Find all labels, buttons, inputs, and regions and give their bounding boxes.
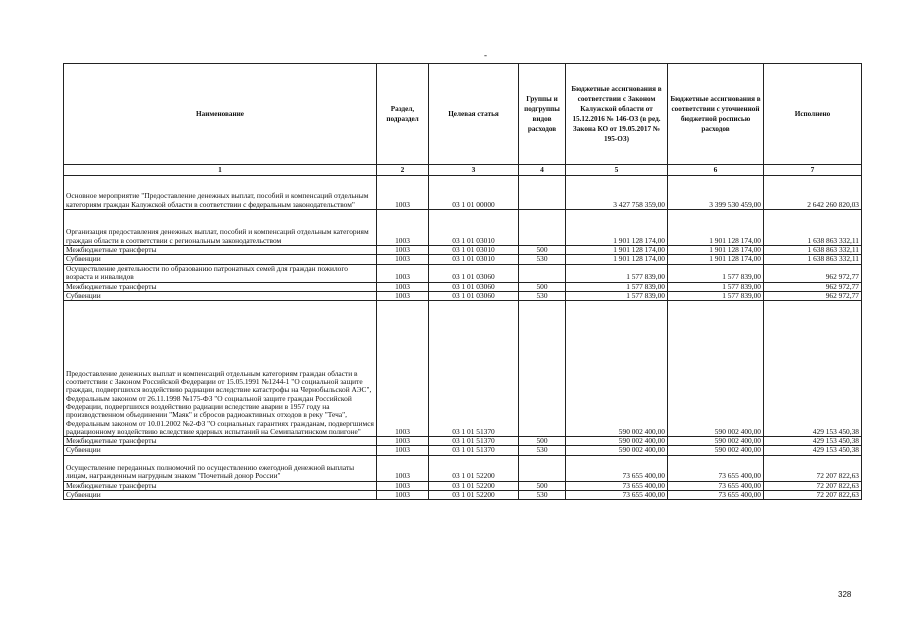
row-law-amount: 590 002 400,00 xyxy=(566,301,668,437)
row-executed-amount: 429 153 450,38 xyxy=(764,437,862,446)
row-refined-amount: 1 901 128 174,00 xyxy=(668,255,764,264)
row-name: Субвенции xyxy=(64,291,377,300)
row-name: Осуществление переданных полномочий по осуществлению ежегодной денежной выплаты лицам, награжденным нагрудным знаком "Почетный донор России" xyxy=(64,455,377,481)
page-number: 328 xyxy=(838,590,852,599)
row-law-amount: 73 655 400,00 xyxy=(566,491,668,500)
row-refined-amount: 3 399 530 459,00 xyxy=(668,176,764,210)
row-executed-amount: 962 972,77 xyxy=(764,264,862,282)
table-row xyxy=(64,455,862,481)
row-executed-amount: 962 972,77 xyxy=(764,282,862,291)
row-target: 03 1 01 52200 xyxy=(429,491,519,500)
row-target: 03 1 01 03010 xyxy=(429,255,519,264)
row-name: Предоставление денежных выплат и компенсаций отдельным категориям граждан области в соответствии с Законом Российской Федерации от 15.05.1991 №1244-1 "О социальной защите граждан, подвергшихся воздействию радиации вследствие катастрофы на Чернобыльской АЭС", Федеральным законом от 26.11.1998 №175-ФЗ "О социальной защите граждан Российской Федерации, подвергшихся воздействию радиации вследствие аварии в 1957 году на производственном объединении "Маяк" и сбросов радиоактивных отходов в реку "Теча", Федеральным законом от 10.01.2002 №2-ФЗ "О социальных гарантиях гражданам, подвергшимся радиационному воздействию вследствие ядерных испытаний на Семипалатинском полигоне" xyxy=(64,301,377,437)
row-law-amount: 1 901 128 174,00 xyxy=(566,246,668,255)
row-group xyxy=(519,176,566,210)
row-section: 1003 xyxy=(377,437,429,446)
table-row xyxy=(64,301,862,437)
column-number: 3 xyxy=(429,165,519,176)
row-group xyxy=(519,210,566,246)
row-target: 03 1 01 52200 xyxy=(429,481,519,490)
row-target: 03 1 01 51370 xyxy=(429,301,519,437)
row-group xyxy=(519,455,566,481)
row-law-amount: 1 901 128 174,00 xyxy=(566,255,668,264)
row-section: 1003 xyxy=(377,446,429,455)
row-executed-amount: 2 642 260 820,03 xyxy=(764,176,862,210)
table-row xyxy=(64,255,862,264)
row-group: 530 xyxy=(519,291,566,300)
row-name: Межбюджетные трансферты xyxy=(64,437,377,446)
budget-table xyxy=(63,63,862,500)
row-executed-amount: 962 972,77 xyxy=(764,291,862,300)
row-executed-amount: 429 153 450,38 xyxy=(764,301,862,437)
row-group: 500 xyxy=(519,246,566,255)
row-target: 03 1 01 03010 xyxy=(429,246,519,255)
row-group: 500 xyxy=(519,481,566,490)
row-refined-amount: 1 577 839,00 xyxy=(668,291,764,300)
row-section: 1003 xyxy=(377,246,429,255)
column-number: 4 xyxy=(519,165,566,176)
row-executed-amount: 1 638 863 332,11 xyxy=(764,246,862,255)
row-name: Субвенции xyxy=(64,255,377,264)
row-law-amount: 1 901 128 174,00 xyxy=(566,210,668,246)
header-target: Целевая статья xyxy=(429,64,519,165)
row-target: 03 1 01 03060 xyxy=(429,282,519,291)
header-refined: Бюджетные ассигнования в соответствии с уточненной бюджетной росписью расходов xyxy=(668,64,764,165)
row-section: 1003 xyxy=(377,264,429,282)
column-number: 1 xyxy=(64,165,377,176)
header-executed: Исполнено xyxy=(764,64,862,165)
row-group: 530 xyxy=(519,446,566,455)
row-group: 500 xyxy=(519,282,566,291)
table-row xyxy=(64,491,862,500)
row-section: 1003 xyxy=(377,210,429,246)
row-refined-amount: 73 655 400,00 xyxy=(668,481,764,490)
row-name: Основное мероприятие "Предоставление денежных выплат, пособий и компенсаций отдельным категориям граждан Калужской области в соответствии с федеральным законодательством" xyxy=(64,176,377,210)
row-group: 530 xyxy=(519,491,566,500)
row-law-amount: 590 002 400,00 xyxy=(566,446,668,455)
row-law-amount: 1 577 839,00 xyxy=(566,264,668,282)
row-executed-amount: 1 638 863 332,11 xyxy=(764,210,862,246)
table-row xyxy=(64,176,862,210)
row-target: 03 1 01 03010 xyxy=(429,210,519,246)
row-executed-amount: 72 207 822,63 xyxy=(764,455,862,481)
row-law-amount: 3 427 758 359,00 xyxy=(566,176,668,210)
column-number: 6 xyxy=(668,165,764,176)
table-row xyxy=(64,282,862,291)
top-mark: - xyxy=(484,50,487,60)
row-refined-amount: 590 002 400,00 xyxy=(668,446,764,455)
row-law-amount: 1 577 839,00 xyxy=(566,282,668,291)
row-name: Организация предоставления денежных выплат, пособий и компенсаций отдельным категориям граждан области в соответствии с региональным законодательством xyxy=(64,210,377,246)
table-row xyxy=(64,291,862,300)
row-law-amount: 73 655 400,00 xyxy=(566,481,668,490)
row-executed-amount: 72 207 822,63 xyxy=(764,491,862,500)
row-target: 03 1 01 51370 xyxy=(429,446,519,455)
row-target: 03 1 01 03060 xyxy=(429,264,519,282)
row-refined-amount: 590 002 400,00 xyxy=(668,437,764,446)
header-section: Раздел, подраздел xyxy=(377,64,429,165)
row-name: Субвенции xyxy=(64,491,377,500)
row-refined-amount: 73 655 400,00 xyxy=(668,491,764,500)
row-section: 1003 xyxy=(377,255,429,264)
row-name: Межбюджетные трансферты xyxy=(64,282,377,291)
row-target: 03 1 01 03060 xyxy=(429,291,519,300)
row-group: 530 xyxy=(519,255,566,264)
table-row xyxy=(64,264,862,282)
header-law: Бюджетные ассигнования в соответствии с Законом Калужской области от 15.12.2016 № 146-ОЗ (в ред. Закона КО от 19.05.2017 № 195-ОЗ) xyxy=(566,64,668,165)
table-row xyxy=(64,210,862,246)
row-name: Межбюджетные трансферты xyxy=(64,246,377,255)
column-number: 5 xyxy=(566,165,668,176)
row-refined-amount: 1 577 839,00 xyxy=(668,264,764,282)
row-law-amount: 1 577 839,00 xyxy=(566,291,668,300)
row-group xyxy=(519,264,566,282)
row-refined-amount: 1 577 839,00 xyxy=(668,282,764,291)
table-row xyxy=(64,446,862,455)
row-name: Осуществление деятельности по образованию патронатных семей для граждан пожилого возраста и инвалидов xyxy=(64,264,377,282)
row-group: 500 xyxy=(519,437,566,446)
row-section: 1003 xyxy=(377,282,429,291)
header-name: Наименование xyxy=(64,64,377,165)
header-groups: Группы и подгруппы видов расходов xyxy=(519,64,566,165)
row-section: 1003 xyxy=(377,301,429,437)
row-group xyxy=(519,301,566,437)
column-number: 2 xyxy=(377,165,429,176)
row-refined-amount: 1 901 128 174,00 xyxy=(668,246,764,255)
row-refined-amount: 1 901 128 174,00 xyxy=(668,210,764,246)
row-section: 1003 xyxy=(377,291,429,300)
row-name: Субвенции xyxy=(64,446,377,455)
row-name: Межбюджетные трансферты xyxy=(64,481,377,490)
row-section: 1003 xyxy=(377,176,429,210)
row-target: 03 1 01 00000 xyxy=(429,176,519,210)
row-law-amount: 73 655 400,00 xyxy=(566,455,668,481)
row-executed-amount: 1 638 863 332,11 xyxy=(764,255,862,264)
row-law-amount: 590 002 400,00 xyxy=(566,437,668,446)
row-target: 03 1 01 52200 xyxy=(429,455,519,481)
row-executed-amount: 72 207 822,63 xyxy=(764,481,862,490)
row-refined-amount: 590 002 400,00 xyxy=(668,301,764,437)
row-executed-amount: 429 153 450,38 xyxy=(764,446,862,455)
column-number: 7 xyxy=(764,165,862,176)
row-refined-amount: 73 655 400,00 xyxy=(668,455,764,481)
row-target: 03 1 01 51370 xyxy=(429,437,519,446)
header-row xyxy=(64,64,862,165)
column-number-row xyxy=(64,165,862,176)
row-section: 1003 xyxy=(377,455,429,481)
row-section: 1003 xyxy=(377,491,429,500)
row-section: 1003 xyxy=(377,481,429,490)
